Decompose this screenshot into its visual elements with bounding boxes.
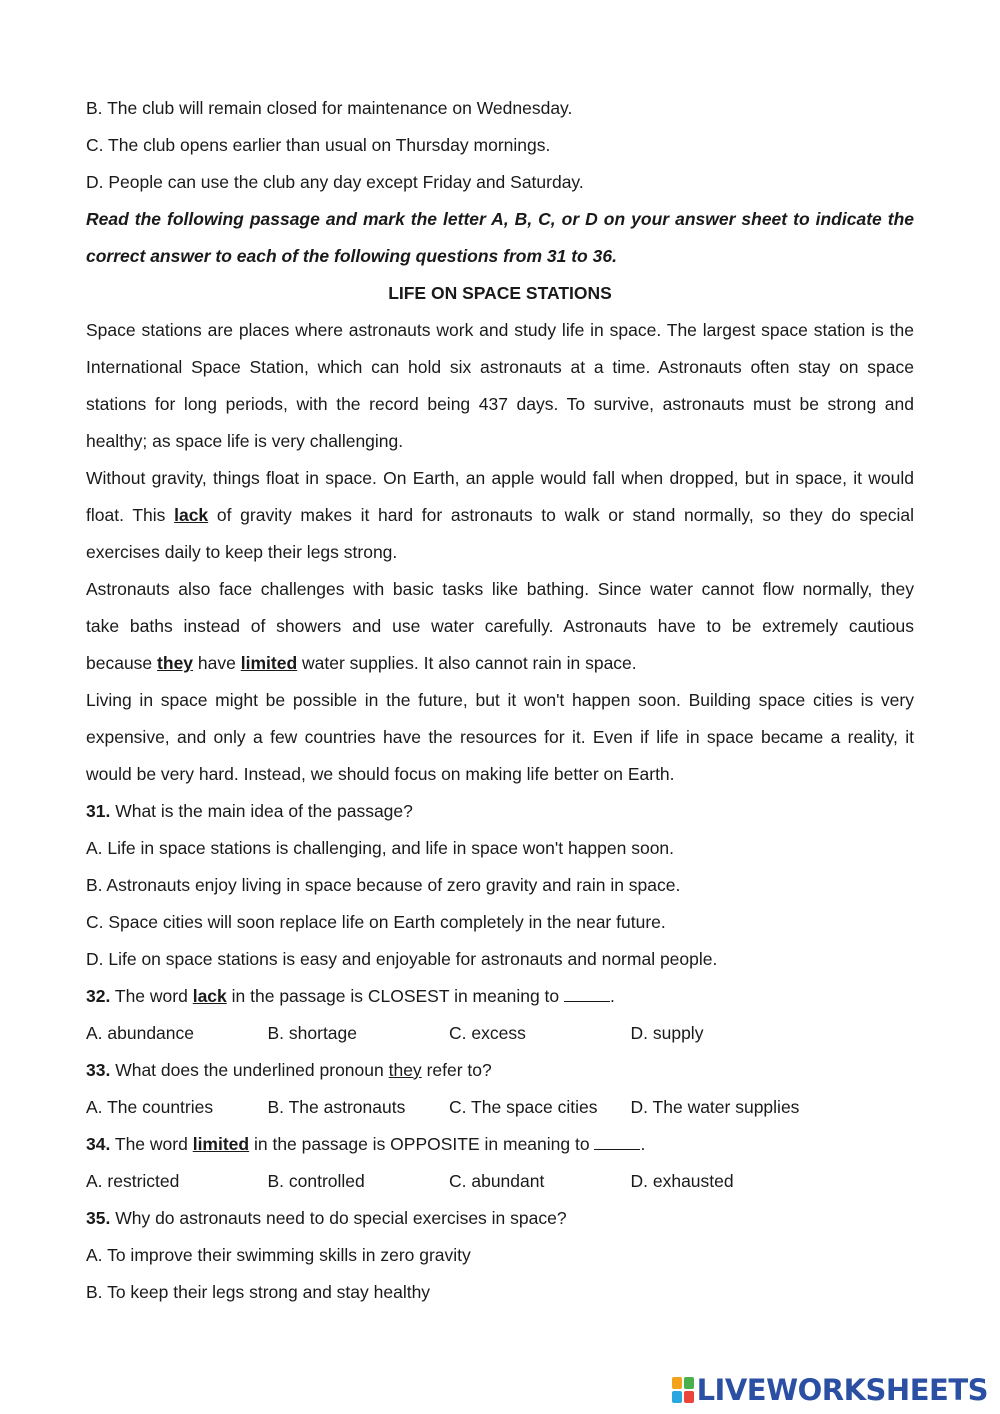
question-text: Why do astronauts need to do special exercises in space? [115,1208,567,1228]
logo-square [684,1377,694,1389]
keyword-limited: limited [192,1134,250,1154]
text-span: . [640,1134,646,1154]
answer-option-b[interactable]: B. controlled [267,1171,365,1191]
question-33 [86,1052,914,1126]
text-span: refer to? [426,1060,492,1080]
answer-option-b[interactable]: B. To keep their legs strong and stay healthy [86,1282,431,1302]
text-span: float. This [86,505,166,525]
text-span: The word [114,986,188,1006]
answer-option-c[interactable]: C. Space cities will soon replace life on Earth completely in the near future. [86,912,666,932]
question-stem [86,1052,914,1089]
prev-option-c: C. The club opens earlier than usual on Thursday mornings. [86,135,551,155]
passage-paragraph-3 [86,571,914,682]
passage-line: take baths instead of showers and use water carefully. Astronauts have to be extremely cautious [86,616,914,636]
keyword-lack: lack [192,986,227,1006]
answer-options-row [86,1015,914,1052]
passage-line: International Space Station, which can hold six astronauts at a time. Astronauts often stay on space [86,357,914,377]
answer-option-a[interactable]: A. restricted [86,1171,180,1191]
answer-option-b[interactable]: B. shortage [267,1023,357,1043]
text-span: water supplies. It also cannot rain in space. [302,653,637,673]
keyword-they: they [388,1060,422,1080]
logo-text: LIVEWORKSHEETS [696,1373,988,1407]
passage-paragraph-2 [86,460,914,571]
question-number: 34. [86,1134,111,1154]
passage-paragraph-4 [86,682,914,793]
answer-options-row [86,1089,914,1126]
question-number: 31. [86,801,111,821]
text-span: What does the underlined pronoun [115,1060,384,1080]
passage-line: exercises daily to keep their legs strong. [86,542,398,562]
instruction-line-1: Read the following passage and mark the letter A, B, C, or D on your answer sheet to indicate the [86,209,914,229]
passage-line: stations for long periods, with the record being 437 days. To survive, astronauts must be strong and [86,394,914,414]
question-text: What is the main idea of the passage? [115,801,413,821]
text-span: The word [114,1134,188,1154]
answer-blank [564,987,610,1002]
keyword-they: they [157,653,194,673]
answer-option-c[interactable]: C. abundant [449,1171,545,1191]
question-stem [86,1126,914,1163]
answer-option-d[interactable]: D. The water supplies [630,1097,800,1117]
answer-option-a[interactable]: A. To improve their swimming skills in zero gravity [86,1245,471,1265]
passage-paragraph-1 [86,312,914,460]
answer-option-b[interactable]: B. Astronauts enjoy living in space because of zero gravity and rain in space. [86,875,681,895]
passage-line: Space stations are places where astronauts work and study life in space. The largest space station is the [86,320,914,340]
text-span: in the passage is OPPOSITE in meaning to [253,1134,590,1154]
text-span: because [86,653,153,673]
passage-line [86,645,914,682]
keyword-limited: limited [240,653,298,673]
text-span: of gravity makes it hard for astronauts to walk or stand normally, so they do special [216,505,914,525]
passage-line [86,497,914,534]
text-span: in the passage is CLOSEST in meaning to [231,986,560,1006]
answer-option-a[interactable]: A. Life in space stations is challenging, and life in space won't happen soon. [86,838,675,858]
logo-square [672,1391,682,1403]
liveworksheets-logo [672,1372,988,1408]
answer-option-a[interactable]: A. The countries [86,1097,214,1117]
passage-line: Astronauts also face challenges with basic tasks like bathing. Since water cannot flow normally, they [86,579,914,599]
prev-option-d: D. People can use the club any day except Friday and Saturday. [86,172,584,192]
question-32 [86,978,914,1052]
answer-option-c[interactable]: C. excess [449,1023,526,1043]
keyword-lack: lack [174,505,209,525]
question-stem [86,793,914,830]
passage-line: Living in space might be possible in the future, but it won't happen soon. Building space cities is very [86,690,914,710]
question-number: 35. [86,1208,111,1228]
question-31 [86,793,914,978]
answer-option-c[interactable]: C. The space cities [449,1097,598,1117]
question-35 [86,1200,914,1311]
answer-options-row [86,1163,914,1200]
prev-option-b: B. The club will remain closed for maintenance on Wednesday. [86,98,573,118]
question-stem [86,1200,914,1237]
text-span: have [197,653,236,673]
answer-option-d[interactable]: D. exhausted [630,1171,734,1191]
answer-option-b[interactable]: B. The astronauts [267,1097,406,1117]
question-number: 32. [86,986,111,1006]
passage-line: healthy; as space life is very challenging. [86,431,404,451]
question-stem [86,978,914,1015]
answer-option-a[interactable]: A. abundance [86,1023,195,1043]
answer-option-d[interactable]: D. supply [630,1023,704,1043]
passage-line: Without gravity, things float in space. On Earth, an apple would fall when dropped, but in space, it would [86,468,914,488]
worksheet-page [86,90,914,1311]
liveworksheets-logo-icon [672,1377,694,1403]
logo-square [672,1377,682,1389]
text-span: . [610,986,615,1006]
instruction-line-2: correct answer to each of the following questions from 31 to 36. [86,246,617,266]
answer-option-d[interactable]: D. Life on space stations is easy and enjoyable for astronauts and normal people. [86,949,718,969]
answer-blank [594,1135,640,1150]
passage-line: would be very hard. Instead, we should focus on making life better on Earth. [86,764,675,784]
question-34 [86,1126,914,1200]
passage-title: LIFE ON SPACE STATIONS [388,283,612,303]
question-number: 33. [86,1060,111,1080]
logo-square [684,1391,694,1403]
passage-line: expensive, and only a few countries have the resources for it. Even if life in space became a reality, it [86,727,914,747]
